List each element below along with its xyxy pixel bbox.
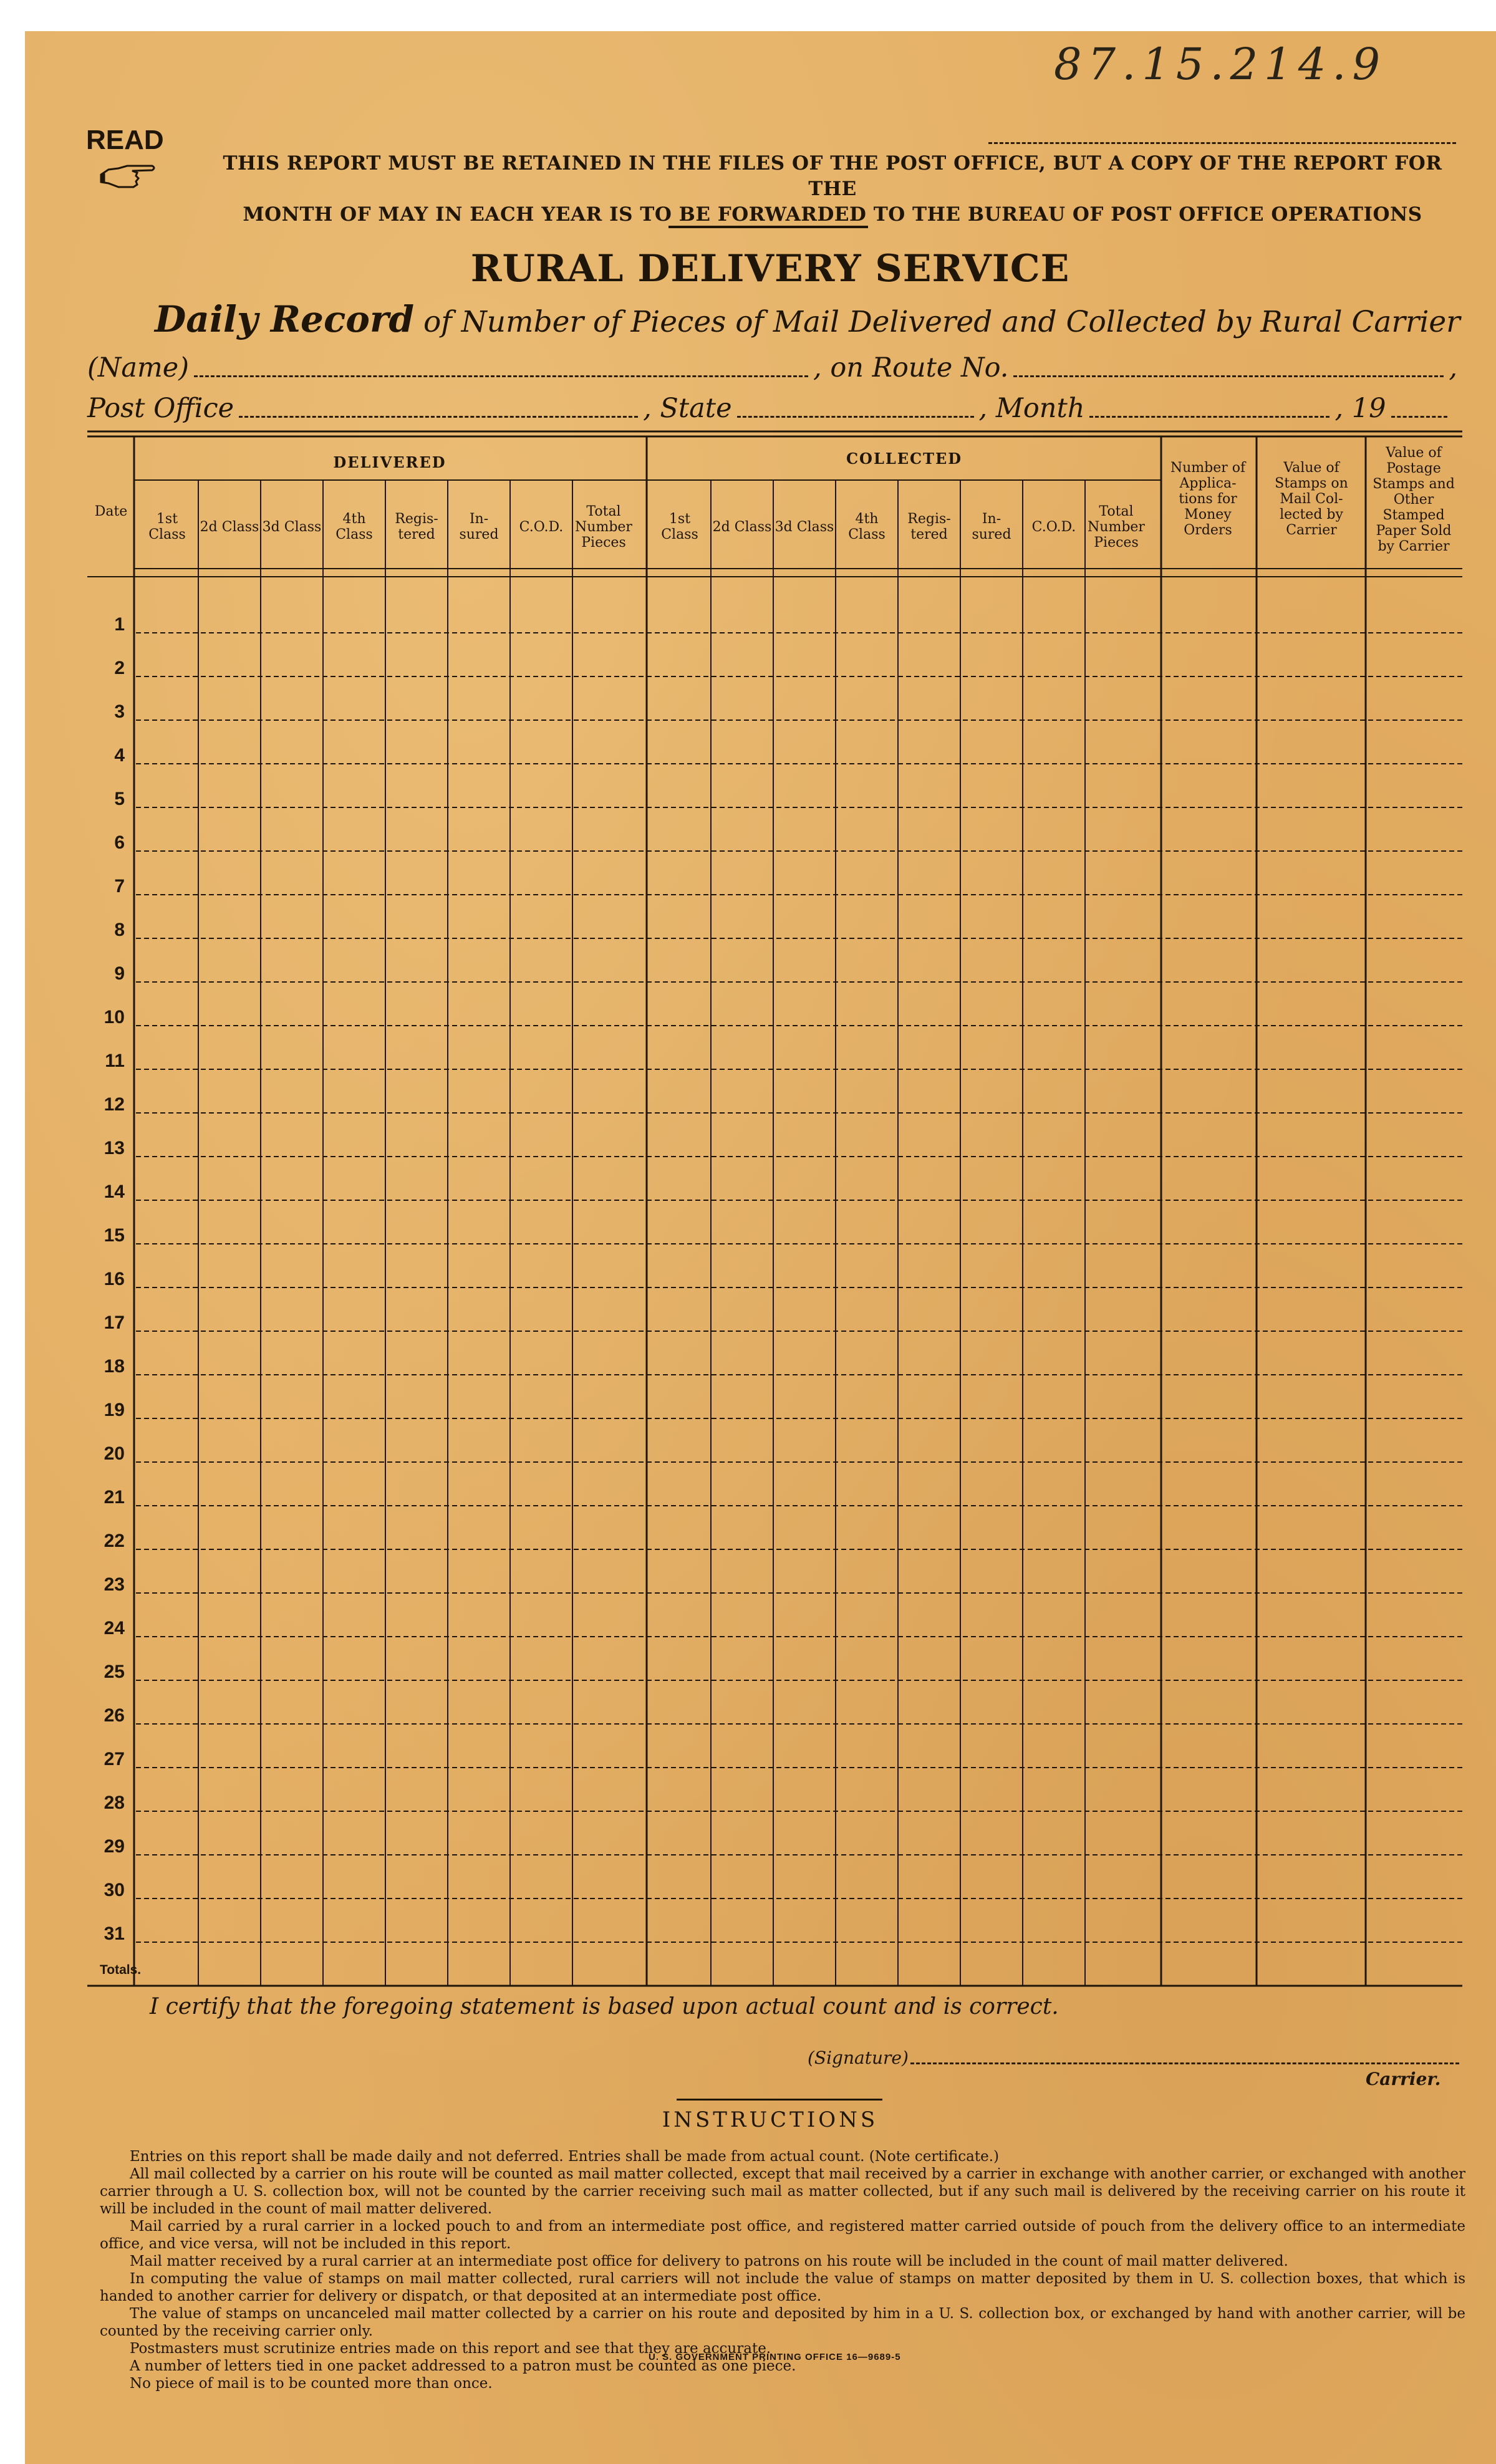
instruction-paragraph: No piece of mail is to be counted more than once. xyxy=(130,2375,493,2392)
form-title: RURAL DELIVERY SERVICE xyxy=(470,247,1070,291)
collected-col-header: 2d Class xyxy=(712,519,772,535)
delivered-col-header: 3d Class xyxy=(262,519,322,535)
day-number: 20 xyxy=(104,1443,125,1464)
day-number: 1 xyxy=(114,614,125,635)
day-number: 7 xyxy=(114,876,125,897)
day-number: 18 xyxy=(104,1356,125,1377)
signature-field[interactable] xyxy=(910,2062,1459,2064)
day-number: 3 xyxy=(114,701,125,722)
collected-col-header: 3d Class xyxy=(775,519,834,535)
stamps-collected-header: Value of Stamps on Mail Col- lected by Carrier xyxy=(1275,460,1348,538)
day-number: 10 xyxy=(104,1007,125,1027)
carrier-label: Carrier. xyxy=(1366,2069,1441,2089)
printer-imprint: U. S. GOVERNMENT PRINTING OFFICE 16—9689-5 xyxy=(649,2352,901,2362)
delivered-col-header: Total Number Pieces xyxy=(575,503,632,551)
delivered-col-header: 2d Class xyxy=(200,519,259,535)
instructions-title: INSTRUCTIONS xyxy=(662,2107,879,2132)
day-number: 24 xyxy=(104,1618,125,1639)
collected-col-header: Regis- tered xyxy=(907,511,951,542)
route-end: , xyxy=(1449,352,1458,383)
collected-header: COLLECTED xyxy=(846,449,963,468)
post-office-label: Post Office xyxy=(87,393,234,424)
handwritten-catalog-number: 87.15.214.9 xyxy=(1054,39,1387,90)
day-number: 6 xyxy=(114,832,125,853)
instruction-paragraph: A number of letters tied in one packet addressed to a patron must be counted as one piece. xyxy=(130,2358,796,2374)
instruction-paragraph: In computing the value of stamps on mail matter collected, rural carriers will not include the value of stamps on matter deposited by them in U. S. collection boxes, that which is handed to another carrier for delivery or dispatch, or that deposited at an intermediate post office. xyxy=(100,2271,1465,2304)
state-label: , State xyxy=(643,393,732,424)
day-number: 26 xyxy=(104,1705,125,1726)
signature-label: (Signature) xyxy=(808,2048,909,2068)
totals-label: Totals. xyxy=(100,1963,142,1977)
delivered-header: DELIVERED xyxy=(333,453,446,471)
day-number: 28 xyxy=(104,1793,125,1813)
month-label: , Month xyxy=(978,393,1085,424)
day-number: 19 xyxy=(104,1400,125,1420)
day-number: 31 xyxy=(104,1923,125,1944)
route-label: , on Route No. xyxy=(813,352,1009,383)
instruction-paragraph: Postmasters must scrutinize entries made on this report and see that they are accurate. xyxy=(130,2341,771,2357)
delivered-col-header: Regis- tered xyxy=(395,511,438,542)
day-number: 30 xyxy=(104,1880,125,1900)
instruction-paragraph: The value of stamps on uncanceled mail matter collected by a carrier on his route and deposited by him in a U. S. collection box, or exchanged by hand with another carrier, will be counted by the receiving carrier only. xyxy=(100,2306,1465,2339)
day-number: 2 xyxy=(114,658,125,678)
postage-sold-header: Value of Postage Stamps and Other Stamped Paper Sold by Carrier xyxy=(1373,445,1455,554)
day-number: 16 xyxy=(104,1269,125,1289)
instruction-paragraph: All mail collected by a carrier on his route will be counted as mail matter collected, except that mail received by a carrier in exchange with another carrier, or exchanged with another carrier through a U. S. collection box, will not be counted by the carrier receiving such mail as matter collected, but if any such mail is delivered by the receiving carrier on his route it will be included in the count of mail matter delivered. xyxy=(100,2166,1465,2217)
delivered-col-header: 4th Class xyxy=(335,511,373,542)
day-number: 22 xyxy=(104,1531,125,1551)
subtitle-text: of Number of Pieces of Mail Delivered and Collected by Rural Carrier xyxy=(414,305,1460,339)
collected-col-header: In- sured xyxy=(972,511,1011,542)
day-number: 4 xyxy=(114,745,125,766)
collected-col-header: 4th Class xyxy=(848,511,886,542)
day-number: 17 xyxy=(104,1312,125,1333)
notice-line-1: THIS REPORT MUST BE RETAINED IN THE FILES OF THE POST OFFICE, BUT A COPY OF THE REPORT FOR THE xyxy=(223,152,1442,200)
day-number: 23 xyxy=(104,1574,125,1595)
instruction-paragraph: Entries on this report shall be made daily and not deferred. Entries shall be made from actual count. (Note certificate.) xyxy=(130,2149,1000,2165)
day-number: 11 xyxy=(105,1051,125,1071)
notice-line-2: MONTH OF MAY IN EACH YEAR IS TO BE FORWARDED TO THE BUREAU OF POST OFFICE OPERATIONS xyxy=(243,203,1422,226)
date-header: Date xyxy=(94,503,128,519)
instruction-paragraph: Mail carried by a rural carrier in a locked pouch to and from an intermediate post office, and registered matter carried outside of pouch from the delivery office to an intermediate office, and vice versa, will not be included in this report. xyxy=(100,2218,1465,2252)
day-number: 5 xyxy=(114,789,125,809)
delivered-col-header: 1st Class xyxy=(148,511,186,542)
day-number: 8 xyxy=(114,920,125,940)
collected-col-header: Total Number Pieces xyxy=(1088,503,1145,551)
day-number: 12 xyxy=(104,1094,125,1115)
read-label: READ xyxy=(86,125,164,155)
day-number: 25 xyxy=(104,1662,125,1682)
delivered-col-header: In- sured xyxy=(459,511,499,542)
instructions-rule xyxy=(677,2099,882,2101)
day-number: 15 xyxy=(104,1225,125,1246)
day-number: 9 xyxy=(114,963,125,984)
day-number: 21 xyxy=(104,1487,125,1508)
collected-col-header: 1st Class xyxy=(661,511,698,542)
instruction-paragraph: Mail matter received by a rural carrier at an intermediate post office for delivery to patrons on his route will be included in the count of mail matter delivered. xyxy=(130,2253,1288,2269)
year-label: , 19 xyxy=(1334,393,1386,424)
collected-col-header: C.O.D. xyxy=(1031,519,1076,535)
delivered-col-header: C.O.D. xyxy=(519,519,564,535)
day-number: 29 xyxy=(104,1836,125,1857)
name-label: (Name) xyxy=(87,352,190,383)
money-orders-header: Number of Applica- tions for Money Orders xyxy=(1170,460,1246,538)
subtitle-emphasis: Daily Record xyxy=(155,298,415,340)
day-number: 13 xyxy=(104,1138,125,1158)
certification-statement: I certify that the foregoing statement is based upon actual count and is correct. xyxy=(150,1994,1059,2019)
day-number: 14 xyxy=(104,1181,125,1202)
day-number: 27 xyxy=(104,1749,125,1769)
